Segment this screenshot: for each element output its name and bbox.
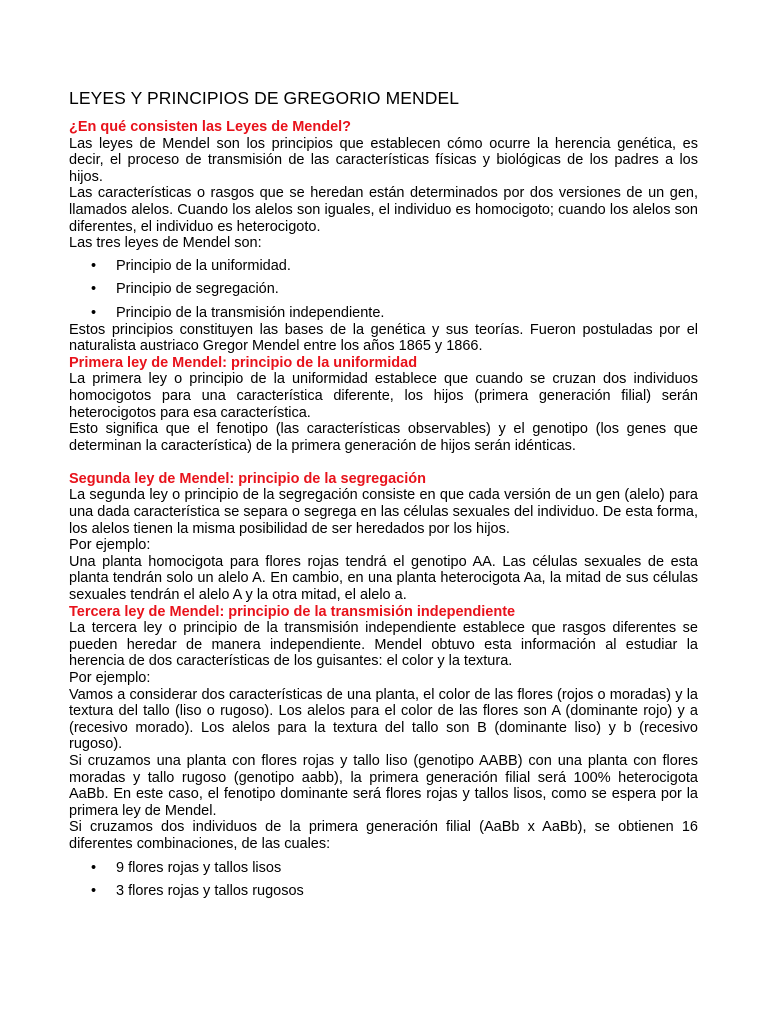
list-item-text: Principio de la transmisión independiente. — [116, 304, 385, 321]
paragraph: Si cruzamos dos individuos de la primera generación filial (AaBb x AaBb), se obtienen 16 diferentes combinaciones, de las cuales: — [69, 819, 698, 852]
document-title: LEYES Y PRINCIPIOS DE GREGORIO MENDEL — [69, 88, 460, 108]
list-item — [69, 860, 698, 877]
list-item-text: 9 flores rojas y tallos lisos — [116, 859, 282, 876]
bullet-icon: • — [91, 883, 97, 900]
paragraph: Por ejemplo: — [69, 537, 151, 554]
list-item — [69, 258, 698, 275]
bullet-icon: • — [91, 859, 97, 876]
combinations-list — [69, 860, 698, 900]
paragraph: Por ejemplo: — [69, 670, 151, 686]
paragraph: La primera ley o principio de la uniformidad establece que cuando se cruzan dos individuos homocigotos para una característica diferente, los hijos (primera generación filial) serán heterocigotos para esa característica. — [69, 371, 698, 421]
section-heading-tercera-ley: Tercera ley de Mendel: principio de la transmisión independiente — [69, 603, 516, 620]
bullet-icon: • — [91, 304, 97, 321]
paragraph: Las características o rasgos que se heredan están determinados por dos versiones de un gen, llamados alelos. Cuando los alelos son iguales, el individuo es homocigoto; cuando los alelos son diferentes, el individuo es heterocigoto. — [69, 185, 698, 235]
section-heading-primera-ley: Primera ley de Mendel: principio de la uniformidad — [69, 354, 418, 371]
list-item-text: 3 flores rojas y tallos rugosos — [116, 883, 304, 900]
bullet-icon: • — [91, 257, 97, 274]
paragraph: La tercera ley o principio de la transmisión independiente establece que rasgos diferentes se pueden heredar de manera independiente. Mendel obtuvo esta información al estudiar la herencia de dos características de los guisantes: el color y la textura. — [69, 620, 698, 670]
paragraph: Esto significa que el fenotipo (las características observables) y el genotipo (los genes que determinan la característica) de la primera generación de hijos serán idénticas. — [69, 421, 698, 454]
paragraph: Las leyes de Mendel son los principios que establecen cómo ocurre la herencia genética, es decir, el proceso de transmisión de las características físicas y biológicas de los padres a los hijos. — [69, 135, 698, 185]
paragraph: Vamos a considerar dos características de una planta, el color de las flores (rojos o moradas) y la textura del tallo (liso o rugoso). Los alelos para el color de las flores son A (dominante rojo) y a (recesivo morado). Los alelos para la textura del tallo son B (dominante liso) y b (recesivo rugoso). — [69, 686, 698, 753]
laws-list — [69, 258, 698, 322]
paragraph: Una planta homocigota para flores rojas tendrá el genotipo AA. Las células sexuales de esta planta tendrán solo un alelo A. En cambio, en una planta heterocigota Aa, la mitad de sus células sexuales tendrán el alelo A y la otra mitad, el alelo a. — [69, 553, 698, 604]
paragraph: Si cruzamos una planta con flores rojas y tallo liso (genotipo AABB) con una planta con flores moradas y tallo rugoso (genotipo aabb), la primera generación filial será 100% heterocigota AaBb. En este caso, el fenotipo dominante será flores rojas y tallos lisos, como se espera por la primera ley de Mendel. — [69, 752, 698, 819]
list-item — [69, 305, 698, 322]
paragraph: Estos principios constituyen las bases de la genética y sus teorías. Fueron postuladas por el naturalista austriaco Gregor Mendel entre los años 1865 y 1866. — [69, 321, 698, 355]
list-item — [69, 883, 698, 900]
section-heading-segunda-ley: Segunda ley de Mendel: principio de la segregación — [69, 470, 426, 487]
list-item — [69, 281, 698, 298]
list-item-text: Principio de la uniformidad. — [116, 257, 291, 274]
section-heading-leyes: ¿En qué consisten las Leyes de Mendel? — [69, 119, 352, 135]
list-item-text: Principio de segregación. — [116, 281, 279, 298]
paragraph: La segunda ley o principio de la segregación consiste en que cada versión de un gen (alelo) para una dada característica se separa o segrega en las células sexuales del individuo. De esta forma, los alelos tienen la misma posibilidad de ser heredados por los hijos. — [69, 487, 698, 537]
bullet-icon: • — [91, 281, 97, 298]
blank-line — [69, 454, 698, 471]
paragraph: Las tres leyes de Mendel son: — [69, 235, 262, 252]
